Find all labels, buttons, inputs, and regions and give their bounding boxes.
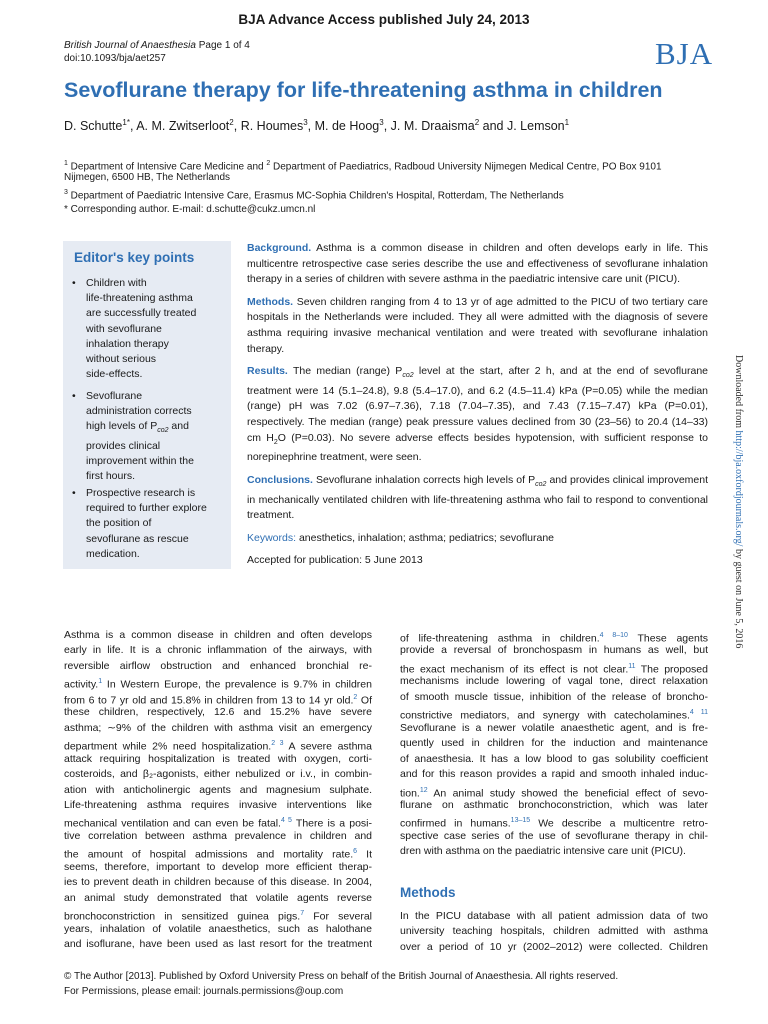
key-point-3: [72, 486, 228, 562]
body-text-line: attack requiring hospitalization is treated with oxygen, corti-: [64, 752, 372, 765]
bja-logo: BJA: [655, 36, 714, 71]
key-point-line: Prospective research is: [86, 487, 196, 499]
citation-ref[interactable]: 4 5: [280, 817, 292, 825]
abstract-background: Background. Asthma is a common disease in children and often develops early in life. This multicentre retrospective case series describe the use and effectiveness of sevoflurane inhalation therapy in a series of children with severe asthma in the paediatric intensive care unit (PICU).: [247, 242, 708, 286]
author-list: [64, 118, 569, 133]
citation-ref[interactable]: 4 11: [689, 709, 709, 717]
methods-heading: Methods: [400, 885, 456, 900]
copyright-footer: [64, 969, 704, 999]
body-text-line: of anaesthesia. It has a low blood to gas solubility coefficient: [400, 752, 708, 765]
body-text-line: department while 2% need hospitalization.$^{2 3}$ A severe asthma: [64, 740, 372, 753]
author-separator: and: [479, 119, 507, 134]
body-text-line: university teaching hospitals, children admitted with asthma: [400, 925, 708, 938]
advance-access-banner: BJA Advance Access published July 24, 2013: [238, 12, 530, 27]
key-point-line: the position of: [86, 517, 152, 530]
body-text-line: Sevoflurane is a newer volatile anaesthetic agent, and is fre-: [400, 721, 708, 734]
abstract-keywords: Keywords: anesthetics, inhalation; asthma; pediatrics; sevoflurane: [247, 531, 555, 544]
author-affiliation-mark: 2: [474, 118, 480, 127]
body-text-line: costeroids, and β₂-agonists, either nebulized or i.v., in combin-: [64, 768, 372, 781]
author-affiliation-mark: 1*: [122, 118, 130, 127]
permissions-line: For Permissions, please email: journals.permissions@oup.com: [64, 986, 344, 997]
body-text-line: the exact mechanism of its effect is not clear.$^{11}$ The proposed: [400, 662, 708, 676]
citation-ref[interactable]: 2: [353, 693, 358, 701]
key-point-line: without serious: [86, 353, 157, 366]
body-text-line: mechanical ventilation and can even be fatal.$^{4 5}$ There is a posi-: [64, 817, 372, 830]
body-text-line: ies to prevent death in children because of this disease. In 2004,: [64, 876, 372, 889]
body-text-line: quently used in children for the induction and maintenance: [400, 737, 708, 750]
body-text-line: ation with anticholinergic agents and magnesium sulphate.: [64, 783, 372, 796]
citation-ref[interactable]: 1: [98, 678, 103, 686]
citation-ref[interactable]: 2 3: [271, 740, 284, 748]
bullet-icon: •: [72, 277, 76, 289]
body-text-line: and isoflurane, have been used as last resort for the treatment: [64, 938, 372, 950]
accepted-date: Accepted for publication: 5 June 2013: [247, 554, 423, 567]
body-text-line: early in life. It is a chronic inflammation of the airways, with: [64, 644, 372, 657]
body-text-line: these children, respectively, 12.6 and 15.2% have severe: [64, 706, 372, 719]
body-text-line: provide a reversal of bronchospasm in humans as well, but: [400, 644, 708, 657]
citation-ref[interactable]: 7: [300, 910, 305, 918]
body-text-line: the amount of hospital admissions and mortality rate.$^6$ It: [64, 848, 372, 861]
body-text-line: Life-threatening asthma requires invasive interventions like: [64, 798, 372, 811]
key-point-line: first hours.: [86, 470, 136, 483]
body-text-line: reversible airflow obstruction and enhanced bronchial re-: [64, 659, 372, 672]
copyright-line: © The Author [2013]. Published by Oxford University Press on behalf of the British Journal of Anaesthesia. All rights reserved.: [64, 971, 619, 982]
bullet-icon: •: [72, 487, 76, 499]
author-name: J. M. Draaisma: [390, 119, 475, 134]
citation-ref[interactable]: 13–15: [510, 817, 531, 825]
download-link[interactable]: http://bja.oxfordjournals.org/: [733, 430, 744, 547]
author-name: D. Schutte: [64, 119, 123, 134]
body-text-line: years, inhalation of volatile anaesthetics, such as halothane: [64, 922, 372, 935]
key-point-line: sevoflurane as rescue: [86, 532, 189, 545]
body-text-line: tion.$^{12}$ An animal study showed the beneficial effect of sevo-: [400, 786, 708, 799]
author-name: R. Houmes: [240, 119, 304, 134]
body-text-line: spective case series of the use of sevoflurane therapy in chil-: [400, 829, 708, 842]
author-name: M. de Hoog: [314, 119, 380, 134]
abstract-conclusions: Conclusions. Sevoflurane inhalation corrects high levels of $P_{co2}$ and provides clinical improvement in mechanically ventilated children with life-threatening asthma who fail to respond to conventional treatment.: [247, 473, 708, 522]
author-separator: ,: [307, 119, 315, 134]
key-point-line: high levels of $P_{co2}$ and: [86, 420, 189, 435]
key-point-line: life-threatening asthma: [86, 292, 193, 305]
key-point-line: provides clinical: [86, 439, 161, 452]
author-affiliation-mark: 1: [564, 118, 570, 127]
author-separator: ,: [233, 119, 241, 134]
body-text-line: mechanisms include lowering of vagal tone, direct relaxation: [400, 675, 708, 688]
author-affiliation-mark: 2: [229, 118, 234, 127]
key-point-line: required to further explore: [86, 502, 207, 515]
citation-ref[interactable]: 6: [353, 848, 358, 856]
body-text-line: of smooth muscle tissue, inhibition of the release of broncho-: [400, 690, 708, 703]
citation-ref[interactable]: 12: [419, 786, 428, 794]
abstract-methods: Methods. Seven children ranging from 4 to 13 yr of age admitted to the PICU of two tertiary care hospitals in the Netherlands were included. They all were admitted with the diagnosis of severe asthma requiring invasive mechanical ventilation and were treated with sevoflurane inhalation therapy.: [247, 295, 708, 355]
page-indicator: Page 1 of 4: [195, 40, 250, 51]
author-name: A. M. Zwitserloot: [136, 119, 230, 134]
body-text-line: asthma; ∼9% of the children with asthma visit an emergency: [64, 721, 372, 734]
author-affiliation-mark: 3: [379, 118, 384, 127]
body-text-line: bronchoconstriction in sensitized guinea pigs.$^7$ For several: [64, 910, 372, 923]
author-name: J. Lemson: [506, 119, 565, 134]
body-text-line: seems, therefore, important to develop more efficient therap-: [64, 860, 372, 873]
body-text-line: flurane on asthmatic bronchoconstriction, which was later: [400, 798, 708, 811]
key-points-title: Editor's key points: [74, 250, 195, 265]
body-text-line: over a period of 10 yr (2002–2012) were collected. Children: [400, 940, 708, 953]
paper-title: Sevoflurane therapy for life-threatening asthma in children: [64, 78, 663, 102]
body-text-line: In the PICU database with all patient admission data of two: [400, 910, 708, 922]
key-point-1: [72, 276, 228, 382]
body-text-line: Asthma is a common disease in children and often develops: [64, 629, 372, 641]
abstract: [247, 241, 708, 576]
body-text-line: from 6 to 7 yr old and 15.8% in children from 13 to 14 yr old.$^2$ Of: [64, 693, 372, 707]
affiliation-1-2: $^1$ Department of Intensive Care Medicine and $^2$ Department of Paediatrics, Radboud University Nijmegen Medical Centre, PO Box 9101: [64, 160, 662, 173]
key-point-line: medication.: [86, 547, 140, 560]
key-point-line: Sevoflurane: [86, 390, 143, 402]
key-point-line: inhalation therapy: [86, 337, 169, 350]
corresponding-author: * Corresponding author. E-mail: d.schutte@cukz.umcn.nl: [64, 204, 316, 215]
affiliation-1-2-city: Nijmegen, 6500 HB, The Netherlands: [64, 172, 231, 183]
body-text-line: and for this reason provides a rapid and smooth inhaled induc-: [400, 768, 708, 781]
key-point-line: improvement within the: [86, 454, 194, 467]
citation-ref[interactable]: 4 8–10: [599, 632, 628, 639]
journal-citation: [64, 40, 250, 51]
journal-name: British Journal of Anaesthesia: [64, 40, 196, 51]
body-text-line: tive correlation between asthma prevalence in children and: [64, 829, 372, 842]
affiliation-3: $^3$ Department of Paediatric Intensive Care, Erasmus MC-Sophia Children's Hospital, Rotterdam, The Netherlands: [64, 189, 564, 202]
key-point-line: side-effects.: [86, 368, 143, 381]
key-point-line: with sevoflurane: [86, 322, 162, 335]
key-point-line: are successfully treated: [86, 307, 197, 320]
body-text-line: constrictive mediators, and synergy with catecholamines.$^{4 11}$: [400, 709, 709, 722]
doi[interactable]: doi:10.1093/bja/aet257: [64, 53, 166, 64]
key-point-line: administration corrects: [86, 405, 192, 418]
body-text-line: dren with asthma on the paediatric intensive care unit (PICU).: [400, 845, 686, 858]
body-text-line: an animal study demonstrated that volatile agents reverse: [64, 891, 372, 904]
author-affiliation-mark: 3: [303, 118, 308, 127]
key-point-2: [72, 389, 228, 483]
key-point-line: Children with: [86, 277, 147, 289]
body-text-line: activity.$^1$ In Western Europe, the prevalence is 9.7% in children: [64, 678, 372, 691]
bullet-icon: •: [72, 390, 76, 402]
abstract-results: Results. The median (range) $P_{co2}$ level at the start, after 2 h, and at the end of sevoflurane treatment were 14 (5.1–24.8), 9.8 (5.4–17.0), and 6.2 (4.5–11.4) kPa (P=0.05) while the median (range) pH was 7.02 (6.97–7.36), 7.18 (7.04–7.35), and 7.43 (7.15–7.47) kPa (P=0.01), respectively. The median (range) peak pressure values declined from 30 (23–56) to 20.4 (14–33) cm $H_2O$ (P=0.03). No severe adverse effects besides hypotension, with sufficient response to norepinephrine treatment, were seen.: [247, 365, 708, 464]
author-separator: ,: [129, 119, 137, 134]
body-text-line: confirmed in humans.$^{13-15}$ We describe a multicentre retro-: [400, 817, 708, 830]
body-text-line: of life-threatening asthma in children.$^{4 8-10}$ These agents: [400, 632, 708, 645]
citation-ref[interactable]: 11: [628, 662, 636, 670]
author-separator: ,: [383, 119, 391, 134]
